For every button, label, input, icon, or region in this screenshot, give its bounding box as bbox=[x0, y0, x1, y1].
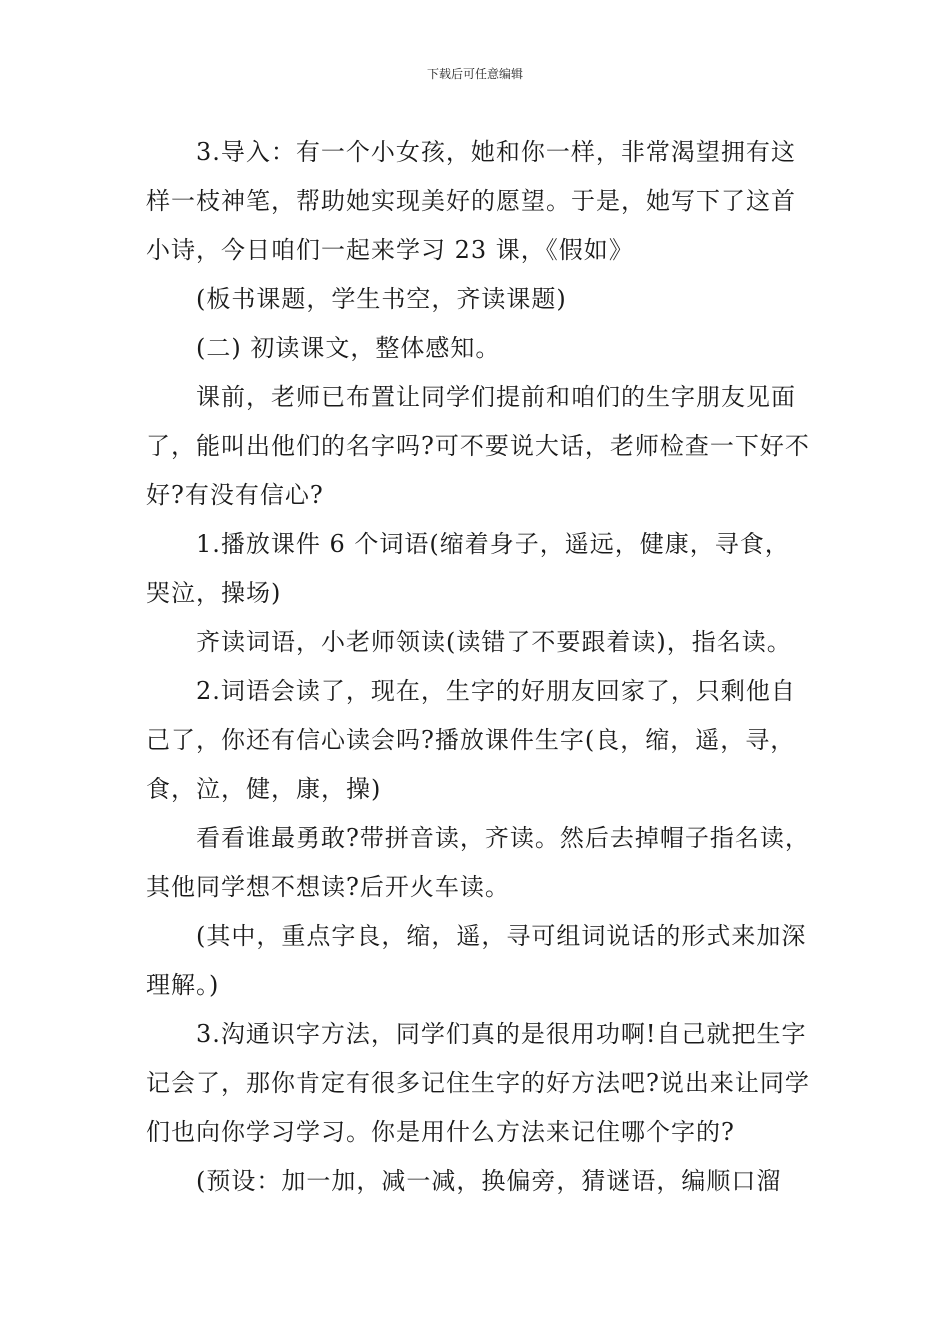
paragraph: 3.沟通识字方法，同学们真的是很用功啊!自己就把生字记会了，那你肯定有很多记住生字的好方法吧?说出来让同学们也向你学习学习。你是用什么方法来记住哪个字的? bbox=[146, 1020, 810, 1146]
section-heading: (二) 初读课文，整体感知。 bbox=[196, 334, 501, 362]
paragraph: (预设：加一加，减一减，换偏旁，猜谜语，编顺口溜 bbox=[196, 1167, 782, 1195]
document-body bbox=[146, 128, 810, 1206]
paragraph: 3.导入：有一个小女孩，她和你一样，非常渴望拥有这样一枝神笔，帮助她实现美好的愿望。于是，她写下了这首小诗，今日咱们一起来学习 23 课，《假如》 bbox=[146, 138, 796, 264]
paragraph: 齐读词语，小老师领读(读错了不要跟着读)，指名读。 bbox=[196, 628, 792, 656]
paragraph: 看看谁最勇敢?带拼音读，齐读。然后去掉帽子指名读，其他同学想不想读?后开火车读。 bbox=[146, 824, 810, 901]
paragraph: 2.词语会读了，现在，生字的好朋友回家了，只剩他自己了，你还有信心读会吗?播放课件生字(良，缩，遥，寻，食，泣，健，康，操) bbox=[146, 677, 796, 803]
paragraph: (板书课题，学生书空，齐读课题) bbox=[196, 285, 567, 313]
page-header: 下载后可任意编辑 bbox=[426, 67, 523, 81]
paragraph: 课前，老师已布置让同学们提前和咱们的生字朋友见面了，能叫出他们的名字吗?可不要说大话，老师检查一下好不好?有没有信心? bbox=[146, 383, 810, 509]
paragraph: (其中，重点字良，缩，遥，寻可组词说话的形式来加深理解。) bbox=[146, 922, 807, 999]
paragraph: 1.播放课件 6 个词语(缩着身子，遥远，健康，寻食，哭泣，操场) bbox=[146, 530, 790, 607]
